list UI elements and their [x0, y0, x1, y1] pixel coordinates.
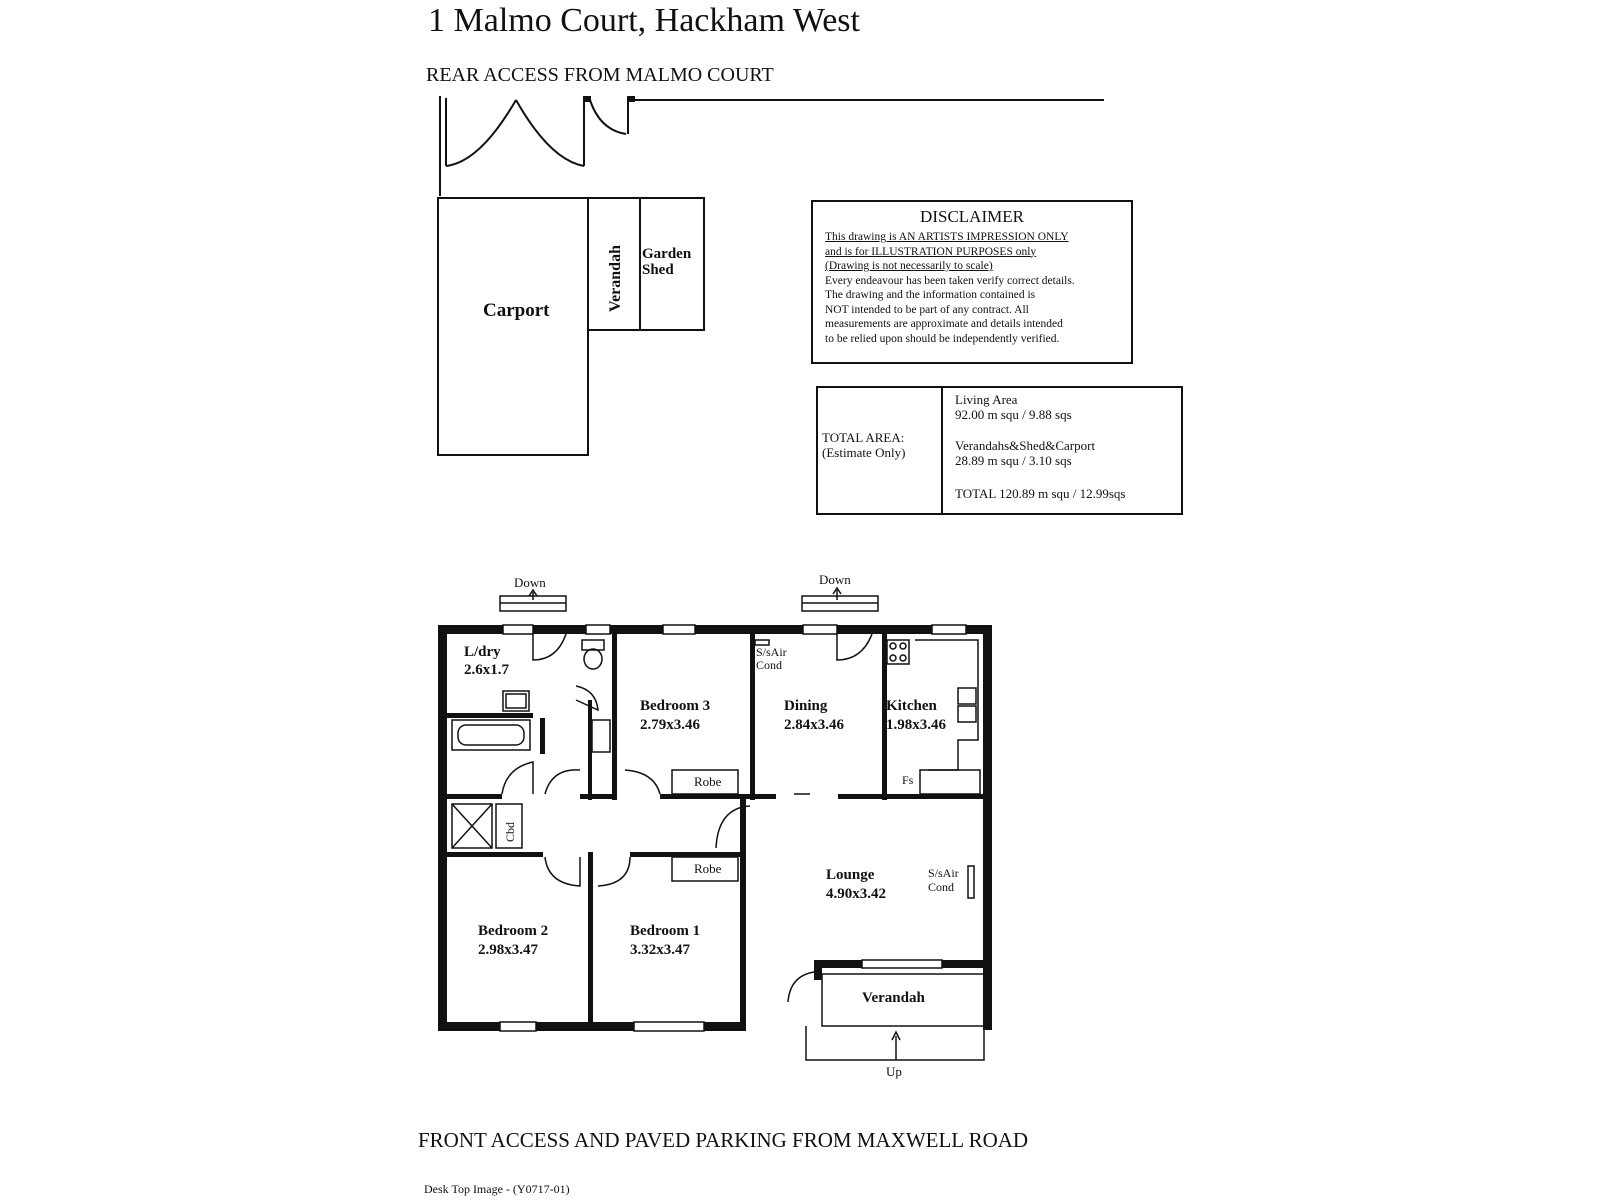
- aircon-lounge-unit: [968, 866, 974, 898]
- disclaimer-line: NOT intended to be part of any contract. All: [825, 303, 1029, 316]
- front-door-swing: [788, 972, 814, 1002]
- room-kitchen: [886, 697, 946, 735]
- room-name: Kitchen: [886, 698, 937, 714]
- room-bedroom-1: [630, 922, 700, 960]
- room-size: 2.84x3.46: [784, 717, 844, 733]
- room-size: 4.90x3.42: [826, 886, 886, 902]
- footnote: Desk Top Image - (Y0717-01): [424, 1182, 570, 1196]
- carport-label: Carport: [483, 300, 550, 321]
- room-dining: [784, 697, 844, 735]
- room-size: 2.79x3.46: [640, 717, 700, 733]
- room-size: 2.98x3.47: [478, 942, 538, 958]
- room-name: Bedroom 1: [630, 923, 701, 939]
- page-title: 1 Malmo Court, Hackham West: [428, 2, 860, 39]
- aircon-dining-line1: S/sAir: [756, 645, 787, 659]
- carport-outline: [438, 198, 588, 455]
- room-bedroom-3: [640, 697, 710, 735]
- toilet-bowl: [584, 649, 602, 669]
- bath-door-swing: [502, 762, 533, 794]
- disclaimer-line: This drawing is AN ARTISTS IMPRESSION ONLY: [825, 231, 1069, 243]
- bed1-door-swing: [598, 857, 630, 886]
- up-label: Up: [886, 1064, 902, 1079]
- room-lounge: [826, 866, 886, 904]
- total-area-divider: [941, 388, 943, 513]
- total-area-value: TOTAL 120.89 m squ / 12.99sqs: [955, 486, 1126, 501]
- bed2-door-swing: [545, 857, 580, 886]
- vanity: [592, 720, 610, 752]
- hall-door-swing-1: [545, 770, 580, 794]
- room-name: Lounge: [826, 867, 875, 883]
- disclaimer-heading: DISCLAIMER: [920, 207, 1024, 226]
- total-area-label-line2: (Estimate Only): [822, 445, 906, 460]
- fridge-space: [920, 770, 980, 794]
- down-label-right: Down: [819, 572, 851, 587]
- disclaimer-line: Every endeavour has been taken verify correct details.: [825, 274, 1075, 287]
- living-area-value: 92.00 m squ / 9.88 sqs: [955, 407, 1072, 422]
- room-name: Bedroom 2: [478, 923, 549, 939]
- wc-door-swing: [576, 686, 598, 710]
- house-walls: [438, 625, 992, 1031]
- down-label-left: Down: [514, 575, 546, 590]
- windows: [500, 625, 966, 1031]
- fridge-label: Fs: [902, 773, 914, 787]
- aircon-lounge-line2: Cond: [928, 880, 955, 894]
- garden-shed-line2: Shed: [642, 262, 674, 278]
- disclaimer-line: (Drawing is not necessarily to scale): [825, 260, 993, 272]
- room-size: 3.32x3.47: [630, 942, 690, 958]
- rear-verandah-label: Verandah: [607, 245, 624, 312]
- front-verandah-label: Verandah: [862, 990, 925, 1006]
- disclaimer-line: and is for ILLUSTRATION PURPOSES only: [825, 245, 1037, 258]
- pedestrian-gate-swing: [590, 100, 626, 134]
- disclaimer-line: measurements are approximate and details intended: [825, 318, 1063, 330]
- aircon-dining-label: [756, 646, 787, 672]
- total-area-label: [822, 430, 934, 460]
- laundry-door-swing: [533, 634, 566, 660]
- rear-double-gate-swing: [446, 100, 584, 166]
- kitchen-sink-2: [958, 706, 976, 722]
- disclaimer-box: [811, 200, 1133, 364]
- robe-label-top: Robe: [694, 774, 722, 789]
- aircon-dining-line2: Cond: [756, 658, 783, 672]
- robe-label-bottom: Robe: [694, 861, 722, 876]
- aircon-lounge-line1: S/sAir: [928, 866, 959, 880]
- aircon-lounge-label: [928, 866, 959, 894]
- room-name: Bedroom 3: [640, 698, 711, 714]
- room-bedroom-2: [478, 922, 548, 960]
- front-steps-outline: [806, 1026, 984, 1060]
- total-area-box: [816, 386, 1183, 515]
- kitchen-sink-1: [958, 688, 976, 704]
- bed3-door-swing: [625, 770, 660, 794]
- dining-door-swing: [837, 634, 872, 660]
- outdoor-area-label: Verandahs&Shed&Carport: [955, 438, 1096, 453]
- total-area-label-line1: TOTAL AREA:: [822, 430, 905, 445]
- room-name: L/dry: [464, 644, 501, 660]
- garden-shed-label: [642, 246, 691, 278]
- room-laundry: [464, 643, 509, 679]
- cbd-label: Cbd: [503, 821, 517, 842]
- garden-shed-line1: Garden: [642, 246, 692, 262]
- room-size: 2.6x1.7: [464, 662, 509, 678]
- front-access-label: FRONT ACCESS AND PAVED PARKING FROM MAXWELL ROAD: [418, 1128, 1029, 1152]
- room-name: Dining: [784, 698, 828, 714]
- total-area-values: [955, 392, 1126, 501]
- outdoor-area-value: 28.89 m squ / 3.10 sqs: [955, 453, 1072, 468]
- disclaimer-line: to be relied upon should be independently verified.: [825, 332, 1060, 345]
- rear-access-label: REAR ACCESS FROM MALMO COURT: [426, 64, 774, 86]
- living-area-label: Living Area: [955, 392, 1018, 407]
- room-size: 1.98x3.46: [886, 717, 946, 733]
- disclaimer-line: The drawing and the information contained is: [825, 289, 1036, 301]
